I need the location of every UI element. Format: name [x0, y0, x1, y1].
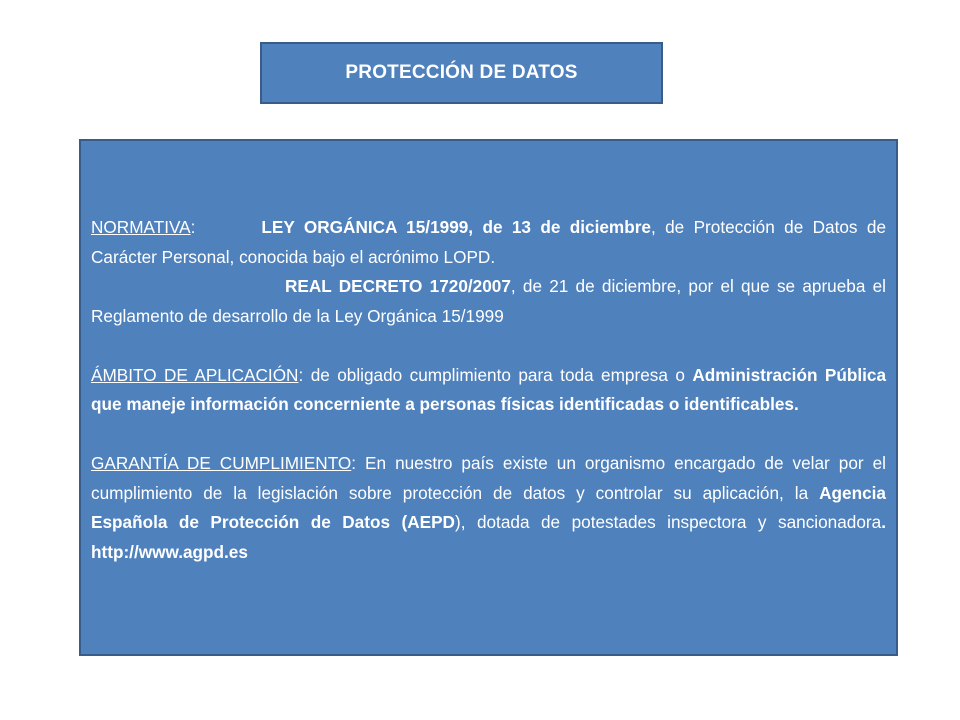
agency-url: . http://www.agpd.es [91, 512, 886, 562]
garantia-mid: ), dotada de potestades inspectora y sancionadora [454, 512, 882, 532]
garantia-paragraph [91, 449, 886, 567]
law1-description: , de Protección de Datos de Carácter Personal, conocida bajo el acrónimo LOPD. [91, 217, 887, 267]
ambito-lead: : de obligado cumplimiento para toda empresa o [298, 364, 693, 385]
ambito-bold: Administración Pública que maneje información concerniente a personas físicas identificadas o identificables. [91, 364, 887, 414]
ambito-label: ÁMBITO DE APLICACIÓN [91, 364, 299, 385]
ambito-paragraph [91, 361, 886, 420]
title-box [260, 42, 663, 104]
normativa-paragraph [91, 213, 886, 272]
decreto-paragraph [91, 272, 886, 331]
agency-name: Agencia Española de Protección de Datos (AEPD [91, 482, 886, 532]
garantia-label: GARANTÍA DE CUMPLIMIENTO [91, 453, 352, 473]
law1-title: LEY ORGÁNICA 15/1999, de 13 de diciembre [261, 217, 651, 237]
garantia-lead: : En nuestro país existe un organismo encargado de velar por el cumplimiento de la legislación sobre protección de datos y controlar su aplicación, la [91, 453, 886, 503]
normativa-label: NORMATIVA [91, 217, 191, 237]
normativa-colon: : [190, 217, 196, 237]
law2-description: , de 21 de diciembre, por el que se aprueba el Reglamento de desarrollo de la Ley Orgánica 15/1999 [91, 276, 886, 326]
content-box [79, 139, 898, 656]
page-title: PROTECCIÓN DE DATOS [345, 62, 578, 83]
law2-title: REAL DECRETO 1720/2007 [285, 276, 511, 296]
